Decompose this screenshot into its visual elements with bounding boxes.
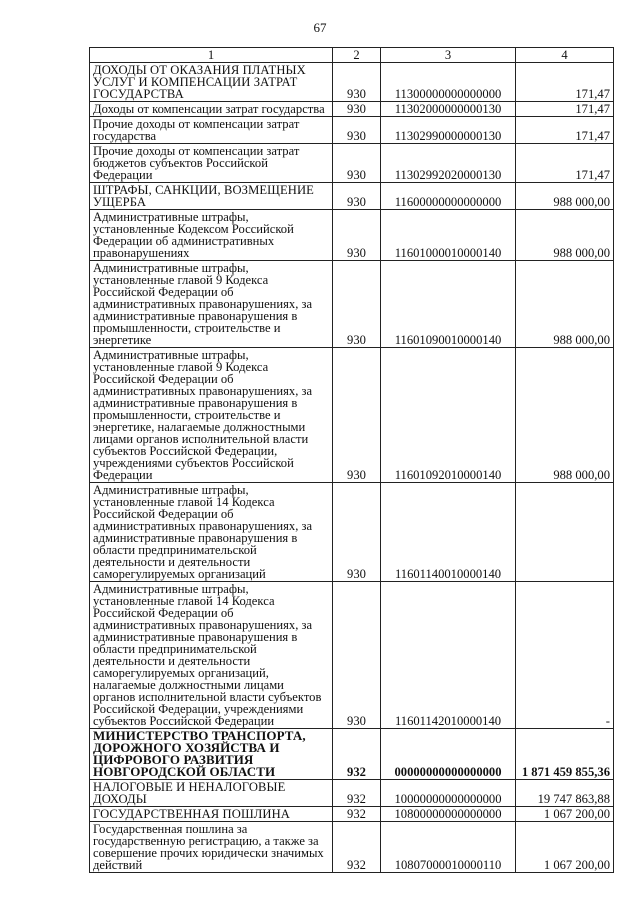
row-budget-code: 11302000000000130	[381, 102, 516, 117]
row-name: Прочие доходы от компенсации затрат государства	[90, 117, 333, 144]
row-budget-code: 11601140010000140	[381, 483, 516, 582]
row-amount: 1 067 200,00	[516, 807, 614, 822]
row-amount: 171,47	[516, 117, 614, 144]
row-amount: 988 000,00	[516, 210, 614, 261]
row-amount: 171,47	[516, 144, 614, 183]
row-budget-code: 11601000010000140	[381, 210, 516, 261]
table-row	[90, 261, 614, 348]
column-header: 2	[333, 48, 381, 63]
column-header: 1	[90, 48, 333, 63]
row-admin-code: 932	[333, 822, 381, 873]
table-row	[90, 63, 614, 102]
row-admin-code: 930	[333, 144, 381, 183]
row-name: Доходы от компенсации затрат государства	[90, 102, 333, 117]
row-amount: 171,47	[516, 102, 614, 117]
row-budget-code: 11302992020000130	[381, 144, 516, 183]
row-budget-code: 11302990000000130	[381, 117, 516, 144]
column-header: 4	[516, 48, 614, 63]
row-admin-code: 932	[333, 729, 381, 780]
row-budget-code: 11601090010000140	[381, 261, 516, 348]
row-admin-code: 930	[333, 483, 381, 582]
row-admin-code: 930	[333, 102, 381, 117]
table-row	[90, 483, 614, 582]
revenue-table	[89, 47, 614, 873]
row-name: НАЛОГОВЫЕ И НЕНАЛОГОВЫЕ ДОХОДЫ	[90, 780, 333, 807]
row-budget-code: 10800000000000000	[381, 807, 516, 822]
table-row	[90, 183, 614, 210]
row-name: Прочие доходы от компенсации затрат бюджетов субъектов Российской Федерации	[90, 144, 333, 183]
table-row	[90, 807, 614, 822]
table-row	[90, 780, 614, 807]
row-name: Административные штрафы, установленные главой 9 Кодекса Российской Федерации об административных правонарушениях, за административные правонарушения в промышленности, строительстве и энергетике, налагаемые должностными лицами органов исполнительной власти субъектов Российской Федерации, учреждениями субъектов Российской Федерации	[90, 348, 333, 483]
row-admin-code: 930	[333, 63, 381, 102]
table-row	[90, 822, 614, 873]
row-name: Административные штрафы, установленные Кодексом Российской Федерации об административных правонарушениях	[90, 210, 333, 261]
row-name: ШТРАФЫ, САНКЦИИ, ВОЗМЕЩЕНИЕ УЩЕРБА	[90, 183, 333, 210]
table-row	[90, 210, 614, 261]
row-amount: 171,47	[516, 63, 614, 102]
row-name: Административные штрафы, установленные главой 14 Кодекса Российской Федерации об административных правонарушениях, за административные правонарушения в области предпринимательской деятельности и деятельности саморегулируемых организаций	[90, 483, 333, 582]
row-budget-code: 11601142010000140	[381, 582, 516, 729]
table-row	[90, 117, 614, 144]
row-name: ГОСУДАРСТВЕННАЯ ПОШЛИНА	[90, 807, 333, 822]
row-admin-code: 930	[333, 582, 381, 729]
row-admin-code: 930	[333, 117, 381, 144]
row-name: Административные штрафы, установленные главой 9 Кодекса Российской Федерации об административных правонарушениях, за административные правонарушения в промышленности, строительстве и энергетике	[90, 261, 333, 348]
table-row	[90, 582, 614, 729]
row-amount: 19 747 863,88	[516, 780, 614, 807]
table-header-row	[90, 48, 614, 63]
row-amount: 988 000,00	[516, 183, 614, 210]
row-amount: 1 871 459 855,36	[516, 729, 614, 780]
row-budget-code: 10807000010000110	[381, 822, 516, 873]
row-name: МИНИСТЕРСТВО ТРАНСПОРТА, ДОРОЖНОГО ХОЗЯЙСТВА И ЦИФРОВОГО РАЗВИТИЯ НОВГОРОДСКОЙ ОБЛАСТИ	[90, 729, 333, 780]
row-amount: -	[516, 582, 614, 729]
table-row	[90, 348, 614, 483]
row-name: Административные штрафы, установленные главой 14 Кодекса Российской Федерации об административных правонарушениях, за административные правонарушения в области предпринимательской деятельности и деятельности саморегулируемых организаций, налагаемые должностными лицами органов исполнительной власти субъектов Российской Федерации, учреждениями субъектов Российской Федерации	[90, 582, 333, 729]
table-row	[90, 102, 614, 117]
row-name: Государственная пошлина за государственную регистрацию, а также за совершение прочих юридически значимых действий	[90, 822, 333, 873]
row-amount	[516, 483, 614, 582]
row-admin-code: 930	[333, 348, 381, 483]
table-row	[90, 729, 614, 780]
row-admin-code: 930	[333, 210, 381, 261]
column-header: 3	[381, 48, 516, 63]
row-amount: 988 000,00	[516, 261, 614, 348]
row-admin-code: 930	[333, 183, 381, 210]
row-name: ДОХОДЫ ОТ ОКАЗАНИЯ ПЛАТНЫХ УСЛУГ И КОМПЕНСАЦИИ ЗАТРАТ ГОСУДАРСТВА	[90, 63, 333, 102]
row-budget-code: 11601092010000140	[381, 348, 516, 483]
row-amount: 988 000,00	[516, 348, 614, 483]
row-budget-code: 11600000000000000	[381, 183, 516, 210]
row-amount: 1 067 200,00	[516, 822, 614, 873]
row-budget-code: 10000000000000000	[381, 780, 516, 807]
table-row	[90, 144, 614, 183]
row-admin-code: 932	[333, 807, 381, 822]
row-admin-code: 932	[333, 780, 381, 807]
row-admin-code: 930	[333, 261, 381, 348]
row-budget-code: 11300000000000000	[381, 63, 516, 102]
row-budget-code: 00000000000000000	[381, 729, 516, 780]
page-number: 67	[313, 20, 327, 35]
